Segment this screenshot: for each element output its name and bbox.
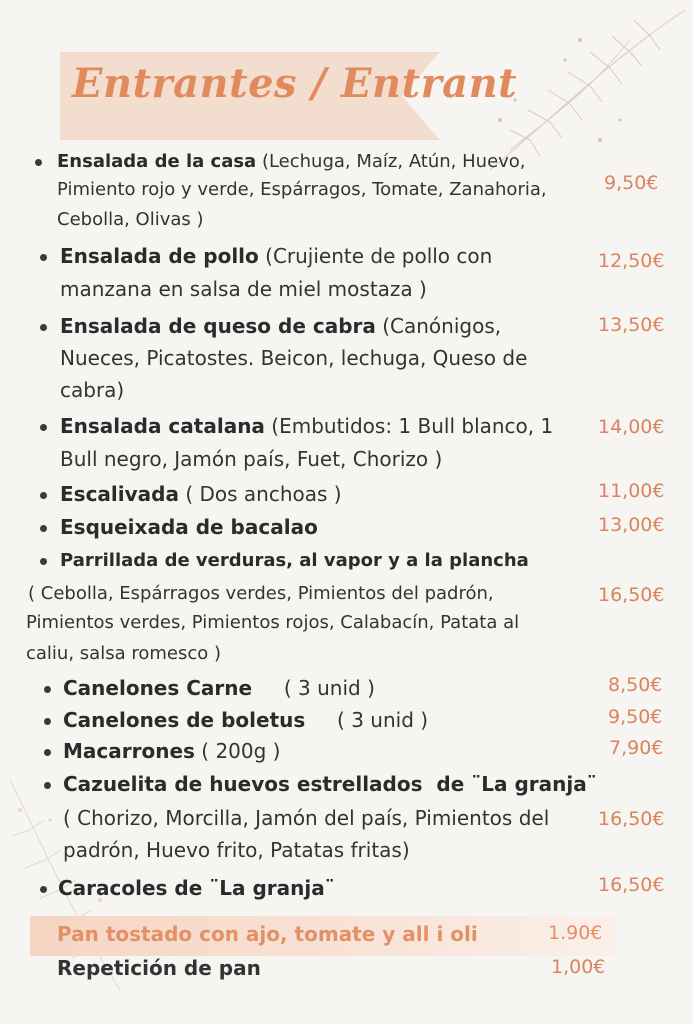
item-name: Ensalada de la casa [57, 151, 257, 172]
item-description: manzana en salsa de miel mostaza ) [60, 277, 427, 301]
item-description: ( 3 unid ) [305, 708, 429, 732]
extra-price: 1.90€ [548, 922, 603, 944]
item-name: Macarrones [63, 739, 195, 763]
item-name: Canelones de boletus [63, 708, 306, 732]
extra-price: 1,00€ [551, 956, 606, 978]
bullet-icon [44, 749, 51, 756]
item-price: 16,50€ [598, 584, 665, 606]
bullet-icon [40, 492, 47, 499]
item-name: Ensalada catalana [60, 414, 265, 438]
item-name: Cazuelita de huevos estrellados de ¨La granja¨ [63, 772, 597, 796]
item-description: (Embutidos: 1 Bull blanco, 1 [264, 414, 554, 438]
extra-name: Pan tostado con ajo, tomate y all i oli [57, 922, 478, 946]
item-name: Esqueixada de bacalao [60, 515, 318, 539]
item-description: Pimiento rojo y verde, Espárragos, Tomate, Zanahoria, [57, 179, 547, 200]
item-name: Parrillada de verduras, al vapor y a la plancha [60, 550, 529, 571]
item-name: Caracoles de ¨La granja¨ [58, 876, 335, 900]
item-price: 16,50€ [598, 808, 665, 830]
item-description: caliu, salsa romesco ) [26, 643, 221, 664]
item-name: Ensalada de queso de cabra [60, 314, 376, 338]
item-description: ( Chorizo, Morcilla, Jamón del país, Pimientos del [63, 806, 550, 830]
item-description: Nueces, Picatostes. Beicon, lechuga, Queso de [60, 346, 528, 370]
item-price: 13,00€ [598, 514, 665, 536]
item-description: Bull negro, Jamón país, Fuet, Chorizo ) [60, 447, 443, 471]
section-title: Entrantes / Entrant [72, 60, 518, 107]
item-description: (Lechuga, Maíz, Atún, Huevo, [256, 151, 526, 172]
item-price: 9,50€ [604, 172, 659, 194]
bullet-icon [40, 886, 47, 893]
bullet-icon [40, 558, 47, 565]
item-price: 7,90€ [609, 737, 664, 759]
item-description: ( Cebolla, Espárragos verdes, Pimientos del padrón, [28, 583, 494, 604]
item-price: 14,00€ [598, 416, 665, 438]
bullet-icon [35, 159, 42, 166]
item-description: ( 200g ) [194, 739, 281, 763]
item-description: Cebolla, Olivas ) [57, 209, 204, 230]
bullet-icon [40, 424, 47, 431]
item-price: 9,50€ [608, 706, 663, 728]
item-price: 16,50€ [598, 874, 665, 896]
item-price: 13,50€ [598, 314, 665, 336]
bullet-icon [40, 254, 47, 261]
bullet-icon [44, 686, 51, 693]
item-price: 8,50€ [608, 674, 663, 696]
item-name: Escalivada [60, 482, 179, 506]
item-name: Canelones Carne [63, 676, 253, 700]
extra-name: Repetición de pan [57, 956, 261, 980]
item-description: ( Dos anchoas ) [178, 482, 342, 506]
bullet-icon [40, 525, 47, 532]
item-description: padrón, Huevo frito, Patatas fritas) [63, 838, 410, 862]
item-description: ( 3 unid ) [252, 676, 375, 700]
item-name: Ensalada de pollo [60, 244, 259, 268]
item-price: 11,00€ [598, 480, 665, 502]
item-description: (Crujiente de pollo con [258, 244, 493, 268]
bullet-icon [44, 718, 51, 725]
bullet-icon [44, 782, 51, 789]
item-description: cabra) [60, 378, 125, 402]
item-price: 12,50€ [598, 250, 665, 272]
bullet-icon [40, 324, 47, 331]
item-description: Pimientos verdes, Pimientos rojos, Calabacín, Patata al [26, 612, 520, 633]
item-description: (Canónigos, [375, 314, 502, 338]
